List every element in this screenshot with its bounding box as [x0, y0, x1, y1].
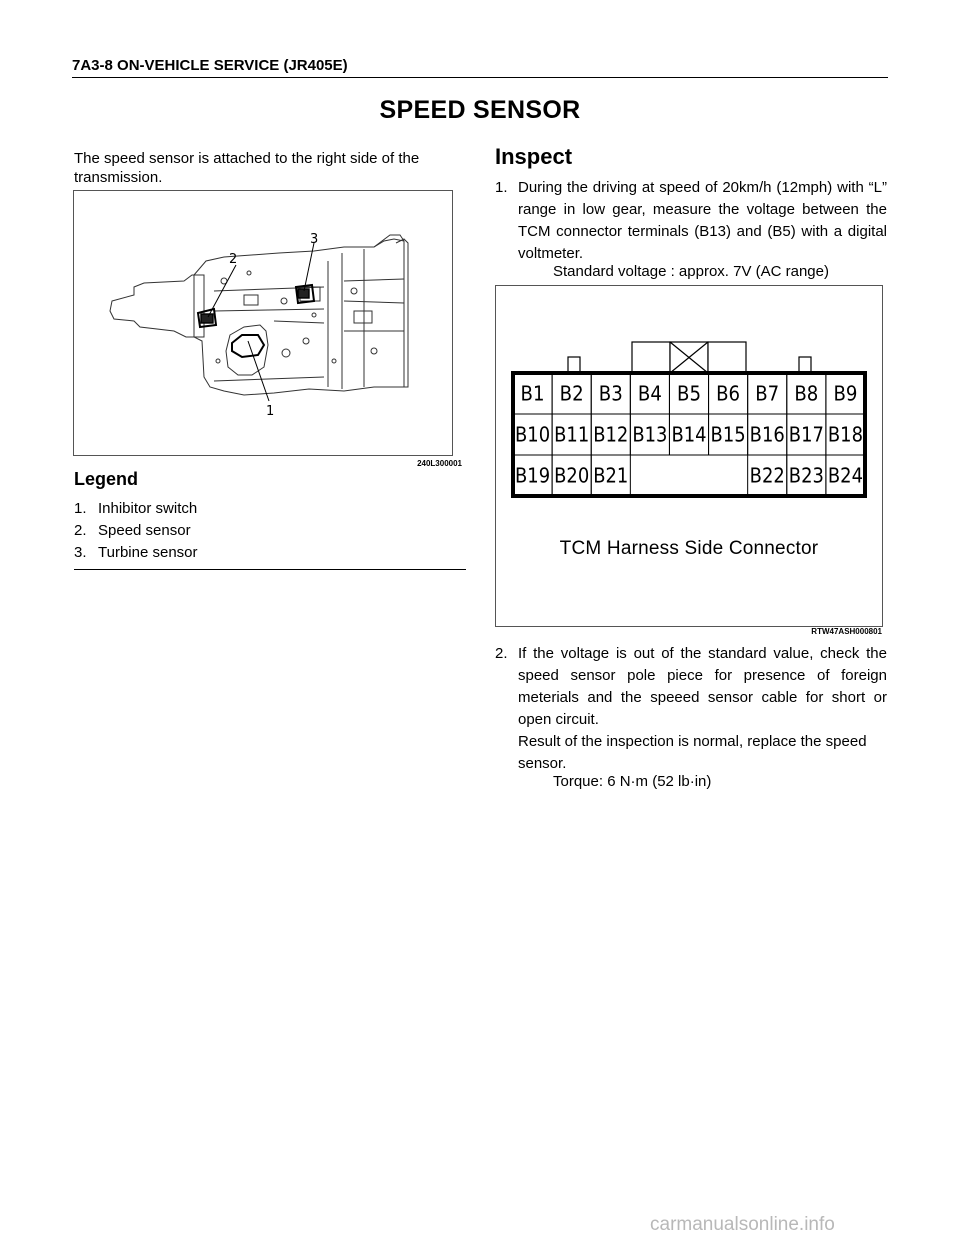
terminal-label: B9 [833, 381, 858, 406]
connector-figure [495, 285, 883, 627]
step-number: 1. [495, 179, 508, 196]
connector-figure-code: RTW47ASH000801 [811, 627, 882, 636]
step-text: If the voltage is out of the standard value, check the speed sensor pole piece for presence of foreign meterials and the speeed sensor cable for short or open circuit. [518, 645, 887, 728]
legend-num: 1. [74, 500, 87, 517]
legend-list [74, 499, 466, 570]
terminal-label: B6 [716, 381, 741, 406]
watermark: carmanualsonline.info [650, 1214, 835, 1235]
callout-3: 3 [310, 232, 319, 247]
transmission-figure [73, 190, 453, 456]
callout-1: 1 [266, 404, 275, 419]
terminal-label: B15 [710, 422, 746, 447]
terminal-label: B22 [749, 463, 785, 488]
step-text: During the driving at speed of 20km/h (12mph) with “L” range in low gear, measure the voltage between the TCM connector terminals (B13) and (B5) with a digital voltmeter. [518, 179, 887, 262]
terminal-label: B4 [637, 381, 662, 406]
terminal-label: B5 [677, 381, 701, 406]
legend-item [74, 543, 466, 565]
terminal-label: B24 [827, 463, 863, 488]
terminal-label: B21 [593, 463, 629, 488]
legend-label: Speed sensor [98, 522, 191, 539]
step-number: 2. [495, 645, 508, 662]
legend-label: Turbine sensor [98, 544, 198, 561]
connector-caption: TCM Harness Side Connector [559, 538, 819, 559]
terminal-label: B17 [788, 422, 824, 447]
terminal-label: B13 [632, 422, 668, 447]
result-text: Result of the inspection is normal, replace the speed sensor. [518, 733, 867, 772]
legend-num: 3. [74, 544, 87, 561]
transmission-drawing [74, 191, 452, 455]
terminal-label: B7 [755, 381, 780, 406]
terminal-label: B18 [827, 422, 863, 447]
terminal-label: B19 [515, 463, 551, 488]
terminal-label: B16 [749, 422, 785, 447]
page-title: SPEED SENSOR [379, 96, 581, 124]
terminal-label: B14 [671, 422, 707, 447]
legend-item [74, 521, 466, 543]
figure-code: 240L300001 [417, 459, 462, 468]
step-2 [495, 643, 887, 731]
step-1 [495, 177, 887, 265]
terminal-label: B8 [794, 381, 819, 406]
legend-title: Legend [74, 469, 139, 489]
terminal-label: B1 [520, 381, 545, 406]
page-header: 7A3-8 ON-VEHICLE SERVICE (JR405E) [72, 57, 888, 78]
terminal-label: B3 [598, 381, 623, 406]
standard-voltage: Standard voltage : approx. 7V (AC range) [553, 263, 829, 280]
inspect-heading: Inspect [495, 144, 573, 169]
callout-2: 2 [229, 252, 238, 267]
legend-item [74, 499, 466, 521]
legend-num: 2. [74, 522, 87, 539]
terminal-label: B10 [515, 422, 551, 447]
terminal-label: B20 [554, 463, 590, 488]
terminal-label: B12 [593, 422, 629, 447]
legend-label: Inhibitor switch [98, 500, 198, 517]
terminal-label: B11 [554, 422, 590, 447]
connector-drawing [496, 286, 882, 626]
torque-spec: Torque: 6 N·m (52 lb·in) [553, 773, 712, 790]
intro-paragraph: The speed sensor is attached to the right side of the transmission. [74, 150, 420, 186]
terminal-label: B2 [559, 381, 584, 406]
terminal-label: B23 [788, 463, 824, 488]
